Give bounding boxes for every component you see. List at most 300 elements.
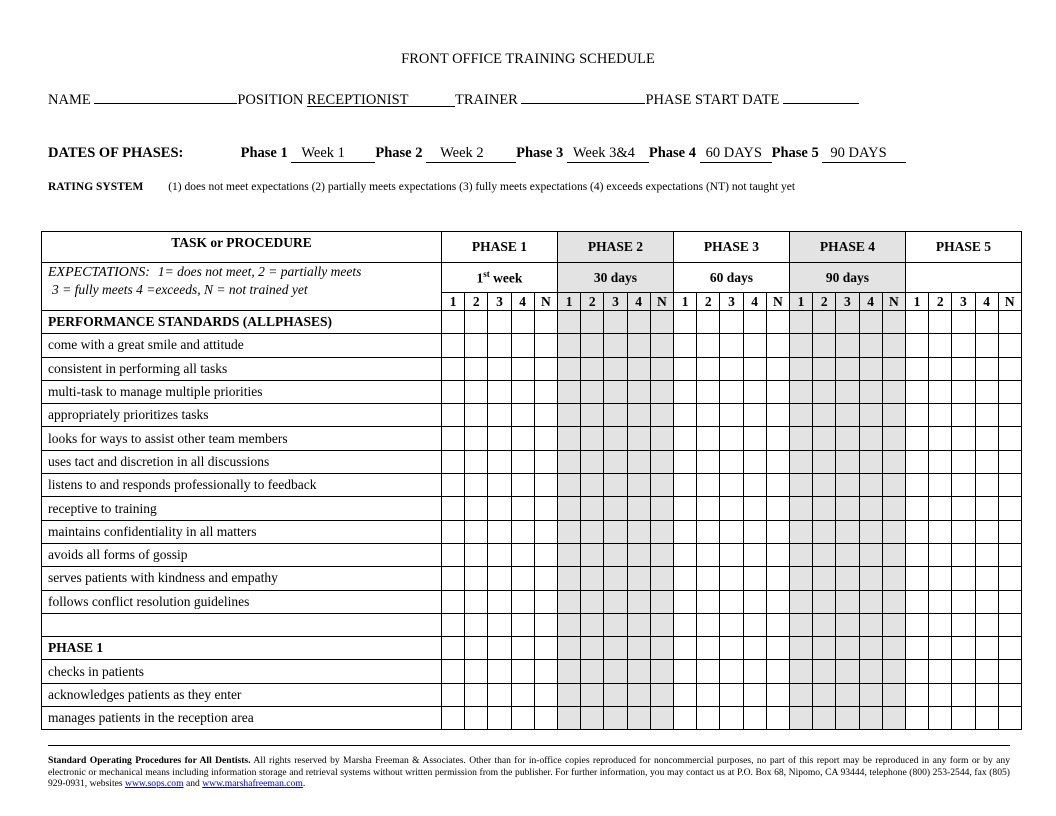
rating-cell[interactable] xyxy=(465,590,488,613)
rating-cell[interactable] xyxy=(929,311,952,334)
rating-cell[interactable] xyxy=(789,427,812,450)
rating-cell[interactable] xyxy=(859,474,882,497)
rating-cell[interactable] xyxy=(929,404,952,427)
rating-cell[interactable] xyxy=(882,380,905,403)
rating-cell[interactable] xyxy=(720,404,743,427)
rating-cell[interactable] xyxy=(581,380,604,403)
rating-cell[interactable] xyxy=(557,497,580,520)
rating-cell[interactable] xyxy=(905,707,928,730)
rating-cell[interactable] xyxy=(581,311,604,334)
rating-cell[interactable] xyxy=(673,450,696,473)
rating-cell[interactable] xyxy=(743,520,766,543)
rating-cell[interactable] xyxy=(720,357,743,380)
rating-cell[interactable] xyxy=(836,427,859,450)
rating-cell[interactable] xyxy=(929,637,952,660)
rating-cell[interactable] xyxy=(998,543,1021,566)
rating-cell[interactable] xyxy=(929,520,952,543)
rating-cell[interactable] xyxy=(581,707,604,730)
rating-cell[interactable] xyxy=(905,334,928,357)
rating-cell[interactable] xyxy=(673,380,696,403)
rating-cell[interactable] xyxy=(557,637,580,660)
rating-cell[interactable] xyxy=(882,311,905,334)
rating-cell[interactable] xyxy=(859,520,882,543)
rating-cell[interactable] xyxy=(720,683,743,706)
rating-cell[interactable] xyxy=(534,450,557,473)
rating-cell[interactable] xyxy=(720,567,743,590)
rating-cell[interactable] xyxy=(581,474,604,497)
rating-cell[interactable] xyxy=(604,613,627,636)
rating-cell[interactable] xyxy=(929,543,952,566)
rating-cell[interactable] xyxy=(975,311,998,334)
rating-cell[interactable] xyxy=(557,543,580,566)
rating-cell[interactable] xyxy=(465,497,488,520)
rating-cell[interactable] xyxy=(952,357,975,380)
rating-cell[interactable] xyxy=(581,357,604,380)
rating-cell[interactable] xyxy=(929,613,952,636)
rating-cell[interactable] xyxy=(511,660,534,683)
rating-cell[interactable] xyxy=(442,660,465,683)
rating-cell[interactable] xyxy=(766,567,789,590)
rating-cell[interactable] xyxy=(882,474,905,497)
rating-cell[interactable] xyxy=(557,613,580,636)
rating-cell[interactable] xyxy=(511,520,534,543)
rating-cell[interactable] xyxy=(905,474,928,497)
rating-cell[interactable] xyxy=(952,450,975,473)
rating-cell[interactable] xyxy=(813,637,836,660)
rating-cell[interactable] xyxy=(673,567,696,590)
rating-cell[interactable] xyxy=(627,637,650,660)
rating-cell[interactable] xyxy=(998,683,1021,706)
rating-cell[interactable] xyxy=(720,311,743,334)
rating-cell[interactable] xyxy=(813,427,836,450)
rating-cell[interactable] xyxy=(998,660,1021,683)
rating-cell[interactable] xyxy=(975,543,998,566)
rating-cell[interactable] xyxy=(604,707,627,730)
rating-cell[interactable] xyxy=(534,567,557,590)
rating-cell[interactable] xyxy=(998,357,1021,380)
rating-cell[interactable] xyxy=(604,380,627,403)
rating-cell[interactable] xyxy=(442,427,465,450)
rating-cell[interactable] xyxy=(836,707,859,730)
rating-cell[interactable] xyxy=(442,357,465,380)
rating-cell[interactable] xyxy=(789,450,812,473)
rating-cell[interactable] xyxy=(882,613,905,636)
rating-cell[interactable] xyxy=(882,660,905,683)
rating-cell[interactable] xyxy=(882,427,905,450)
position-field[interactable] xyxy=(307,92,455,107)
rating-cell[interactable] xyxy=(604,520,627,543)
rating-cell[interactable] xyxy=(673,404,696,427)
rating-cell[interactable] xyxy=(697,404,720,427)
rating-cell[interactable] xyxy=(789,683,812,706)
rating-cell[interactable] xyxy=(743,311,766,334)
rating-cell[interactable] xyxy=(998,613,1021,636)
rating-cell[interactable] xyxy=(929,683,952,706)
rating-cell[interactable] xyxy=(998,404,1021,427)
rating-cell[interactable] xyxy=(743,567,766,590)
rating-cell[interactable] xyxy=(766,520,789,543)
rating-cell[interactable] xyxy=(650,613,673,636)
rating-cell[interactable] xyxy=(859,334,882,357)
rating-cell[interactable] xyxy=(952,520,975,543)
rating-cell[interactable] xyxy=(929,474,952,497)
rating-cell[interactable] xyxy=(766,311,789,334)
rating-cell[interactable] xyxy=(465,404,488,427)
rating-cell[interactable] xyxy=(650,404,673,427)
rating-cell[interactable] xyxy=(604,427,627,450)
rating-cell[interactable] xyxy=(673,613,696,636)
rating-cell[interactable] xyxy=(720,474,743,497)
rating-cell[interactable] xyxy=(673,590,696,613)
rating-cell[interactable] xyxy=(697,637,720,660)
rating-cell[interactable] xyxy=(789,567,812,590)
rating-cell[interactable] xyxy=(998,590,1021,613)
rating-cell[interactable] xyxy=(789,357,812,380)
rating-cell[interactable] xyxy=(766,404,789,427)
rating-cell[interactable] xyxy=(743,707,766,730)
rating-cell[interactable] xyxy=(465,613,488,636)
rating-cell[interactable] xyxy=(743,613,766,636)
rating-cell[interactable] xyxy=(442,590,465,613)
phase1-value[interactable] xyxy=(291,145,375,163)
rating-cell[interactable] xyxy=(604,357,627,380)
trainer-field[interactable] xyxy=(521,89,645,104)
rating-cell[interactable] xyxy=(975,520,998,543)
rating-cell[interactable] xyxy=(743,404,766,427)
rating-cell[interactable] xyxy=(905,660,928,683)
rating-cell[interactable] xyxy=(998,637,1021,660)
rating-cell[interactable] xyxy=(905,590,928,613)
rating-cell[interactable] xyxy=(511,404,534,427)
rating-cell[interactable] xyxy=(998,427,1021,450)
rating-cell[interactable] xyxy=(929,357,952,380)
rating-cell[interactable] xyxy=(743,427,766,450)
rating-cell[interactable] xyxy=(743,683,766,706)
rating-cell[interactable] xyxy=(859,357,882,380)
rating-cell[interactable] xyxy=(465,450,488,473)
rating-cell[interactable] xyxy=(836,450,859,473)
rating-cell[interactable] xyxy=(998,311,1021,334)
rating-cell[interactable] xyxy=(557,404,580,427)
rating-cell[interactable] xyxy=(581,590,604,613)
rating-cell[interactable] xyxy=(859,637,882,660)
rating-cell[interactable] xyxy=(442,613,465,636)
rating-cell[interactable] xyxy=(743,380,766,403)
rating-cell[interactable] xyxy=(557,707,580,730)
rating-cell[interactable] xyxy=(697,474,720,497)
rating-cell[interactable] xyxy=(998,567,1021,590)
sops-link[interactable]: www.sops.com xyxy=(125,778,184,790)
rating-cell[interactable] xyxy=(720,380,743,403)
rating-cell[interactable] xyxy=(813,474,836,497)
rating-cell[interactable] xyxy=(650,520,673,543)
rating-cell[interactable] xyxy=(557,520,580,543)
rating-cell[interactable] xyxy=(442,311,465,334)
rating-cell[interactable] xyxy=(511,311,534,334)
rating-cell[interactable] xyxy=(929,707,952,730)
rating-cell[interactable] xyxy=(743,660,766,683)
rating-cell[interactable] xyxy=(697,311,720,334)
rating-cell[interactable] xyxy=(789,520,812,543)
rating-cell[interactable] xyxy=(697,497,720,520)
rating-cell[interactable] xyxy=(766,613,789,636)
rating-cell[interactable] xyxy=(720,334,743,357)
rating-cell[interactable] xyxy=(836,404,859,427)
rating-cell[interactable] xyxy=(720,707,743,730)
rating-cell[interactable] xyxy=(557,427,580,450)
rating-cell[interactable] xyxy=(581,334,604,357)
rating-cell[interactable] xyxy=(627,427,650,450)
rating-cell[interactable] xyxy=(488,660,511,683)
rating-cell[interactable] xyxy=(766,357,789,380)
rating-cell[interactable] xyxy=(859,427,882,450)
rating-cell[interactable] xyxy=(836,520,859,543)
rating-cell[interactable] xyxy=(998,380,1021,403)
rating-cell[interactable] xyxy=(534,660,557,683)
rating-cell[interactable] xyxy=(905,543,928,566)
phase3-value[interactable] xyxy=(567,145,649,163)
rating-cell[interactable] xyxy=(882,543,905,566)
rating-cell[interactable] xyxy=(465,334,488,357)
rating-cell[interactable] xyxy=(650,380,673,403)
rating-cell[interactable] xyxy=(975,334,998,357)
rating-cell[interactable] xyxy=(465,311,488,334)
rating-cell[interactable] xyxy=(511,683,534,706)
rating-cell[interactable] xyxy=(975,450,998,473)
rating-cell[interactable] xyxy=(534,637,557,660)
rating-cell[interactable] xyxy=(882,357,905,380)
rating-cell[interactable] xyxy=(697,660,720,683)
rating-cell[interactable] xyxy=(557,567,580,590)
rating-cell[interactable] xyxy=(859,543,882,566)
rating-cell[interactable] xyxy=(604,683,627,706)
rating-cell[interactable] xyxy=(534,543,557,566)
rating-cell[interactable] xyxy=(882,637,905,660)
rating-cell[interactable] xyxy=(743,497,766,520)
rating-cell[interactable] xyxy=(882,520,905,543)
rating-cell[interactable] xyxy=(465,707,488,730)
rating-cell[interactable] xyxy=(882,567,905,590)
rating-cell[interactable] xyxy=(557,450,580,473)
rating-cell[interactable] xyxy=(813,520,836,543)
rating-cell[interactable] xyxy=(627,450,650,473)
rating-cell[interactable] xyxy=(720,543,743,566)
rating-cell[interactable] xyxy=(627,567,650,590)
rating-cell[interactable] xyxy=(511,613,534,636)
rating-cell[interactable] xyxy=(581,497,604,520)
rating-cell[interactable] xyxy=(650,357,673,380)
rating-cell[interactable] xyxy=(743,474,766,497)
rating-cell[interactable] xyxy=(581,683,604,706)
rating-cell[interactable] xyxy=(488,590,511,613)
rating-cell[interactable] xyxy=(952,637,975,660)
rating-cell[interactable] xyxy=(488,543,511,566)
rating-cell[interactable] xyxy=(813,590,836,613)
rating-cell[interactable] xyxy=(442,380,465,403)
rating-cell[interactable] xyxy=(673,637,696,660)
rating-cell[interactable] xyxy=(604,637,627,660)
rating-cell[interactable] xyxy=(581,637,604,660)
rating-cell[interactable] xyxy=(975,590,998,613)
rating-cell[interactable] xyxy=(650,707,673,730)
rating-cell[interactable] xyxy=(697,520,720,543)
rating-cell[interactable] xyxy=(465,543,488,566)
rating-cell[interactable] xyxy=(836,334,859,357)
rating-cell[interactable] xyxy=(952,567,975,590)
rating-cell[interactable] xyxy=(998,334,1021,357)
rating-cell[interactable] xyxy=(465,660,488,683)
rating-cell[interactable] xyxy=(650,543,673,566)
rating-cell[interactable] xyxy=(465,427,488,450)
rating-cell[interactable] xyxy=(998,520,1021,543)
rating-cell[interactable] xyxy=(905,380,928,403)
rating-cell[interactable] xyxy=(604,543,627,566)
rating-cell[interactable] xyxy=(813,567,836,590)
rating-cell[interactable] xyxy=(882,707,905,730)
rating-cell[interactable] xyxy=(488,404,511,427)
rating-cell[interactable] xyxy=(720,427,743,450)
phase-start-field[interactable] xyxy=(783,89,859,104)
rating-cell[interactable] xyxy=(836,311,859,334)
rating-cell[interactable] xyxy=(859,311,882,334)
rating-cell[interactable] xyxy=(511,334,534,357)
rating-cell[interactable] xyxy=(975,427,998,450)
rating-cell[interactable] xyxy=(673,427,696,450)
rating-cell[interactable] xyxy=(650,427,673,450)
rating-cell[interactable] xyxy=(442,707,465,730)
rating-cell[interactable] xyxy=(442,567,465,590)
rating-cell[interactable] xyxy=(627,590,650,613)
rating-cell[interactable] xyxy=(534,683,557,706)
rating-cell[interactable] xyxy=(813,497,836,520)
rating-cell[interactable] xyxy=(720,520,743,543)
rating-cell[interactable] xyxy=(697,613,720,636)
rating-cell[interactable] xyxy=(743,590,766,613)
rating-cell[interactable] xyxy=(627,683,650,706)
rating-cell[interactable] xyxy=(836,543,859,566)
rating-cell[interactable] xyxy=(604,474,627,497)
rating-cell[interactable] xyxy=(859,404,882,427)
rating-cell[interactable] xyxy=(627,404,650,427)
rating-cell[interactable] xyxy=(697,590,720,613)
rating-cell[interactable] xyxy=(627,311,650,334)
rating-cell[interactable] xyxy=(604,660,627,683)
rating-cell[interactable] xyxy=(465,683,488,706)
rating-cell[interactable] xyxy=(998,707,1021,730)
rating-cell[interactable] xyxy=(604,590,627,613)
rating-cell[interactable] xyxy=(465,520,488,543)
rating-cell[interactable] xyxy=(813,404,836,427)
rating-cell[interactable] xyxy=(488,450,511,473)
rating-cell[interactable] xyxy=(766,450,789,473)
rating-cell[interactable] xyxy=(975,683,998,706)
rating-cell[interactable] xyxy=(882,590,905,613)
rating-cell[interactable] xyxy=(697,707,720,730)
rating-cell[interactable] xyxy=(697,380,720,403)
rating-cell[interactable] xyxy=(975,613,998,636)
rating-cell[interactable] xyxy=(813,613,836,636)
rating-cell[interactable] xyxy=(465,567,488,590)
rating-cell[interactable] xyxy=(998,474,1021,497)
rating-cell[interactable] xyxy=(488,567,511,590)
rating-cell[interactable] xyxy=(975,474,998,497)
rating-cell[interactable] xyxy=(905,567,928,590)
rating-cell[interactable] xyxy=(789,660,812,683)
rating-cell[interactable] xyxy=(789,543,812,566)
rating-cell[interactable] xyxy=(766,497,789,520)
rating-cell[interactable] xyxy=(859,380,882,403)
rating-cell[interactable] xyxy=(952,427,975,450)
rating-cell[interactable] xyxy=(604,311,627,334)
rating-cell[interactable] xyxy=(627,474,650,497)
rating-cell[interactable] xyxy=(836,567,859,590)
phase4-value[interactable] xyxy=(700,145,772,163)
rating-cell[interactable] xyxy=(534,520,557,543)
rating-cell[interactable] xyxy=(859,497,882,520)
rating-cell[interactable] xyxy=(813,380,836,403)
rating-cell[interactable] xyxy=(511,707,534,730)
rating-cell[interactable] xyxy=(650,334,673,357)
rating-cell[interactable] xyxy=(929,660,952,683)
rating-cell[interactable] xyxy=(859,660,882,683)
rating-cell[interactable] xyxy=(581,613,604,636)
rating-cell[interactable] xyxy=(442,474,465,497)
rating-cell[interactable] xyxy=(813,683,836,706)
rating-cell[interactable] xyxy=(627,334,650,357)
rating-cell[interactable] xyxy=(557,357,580,380)
rating-cell[interactable] xyxy=(465,357,488,380)
rating-cell[interactable] xyxy=(488,497,511,520)
rating-cell[interactable] xyxy=(975,637,998,660)
rating-cell[interactable] xyxy=(557,683,580,706)
rating-cell[interactable] xyxy=(952,474,975,497)
rating-cell[interactable] xyxy=(488,707,511,730)
rating-cell[interactable] xyxy=(697,450,720,473)
rating-cell[interactable] xyxy=(952,497,975,520)
rating-cell[interactable] xyxy=(581,543,604,566)
rating-cell[interactable] xyxy=(604,404,627,427)
rating-cell[interactable] xyxy=(673,474,696,497)
rating-cell[interactable] xyxy=(975,567,998,590)
rating-cell[interactable] xyxy=(488,474,511,497)
phase5-value[interactable] xyxy=(822,145,906,163)
rating-cell[interactable] xyxy=(697,357,720,380)
rating-cell[interactable] xyxy=(882,683,905,706)
rating-cell[interactable] xyxy=(952,613,975,636)
rating-cell[interactable] xyxy=(557,334,580,357)
rating-cell[interactable] xyxy=(627,613,650,636)
rating-cell[interactable] xyxy=(998,450,1021,473)
rating-cell[interactable] xyxy=(673,311,696,334)
rating-cell[interactable] xyxy=(905,427,928,450)
rating-cell[interactable] xyxy=(534,357,557,380)
rating-cell[interactable] xyxy=(673,660,696,683)
rating-cell[interactable] xyxy=(673,707,696,730)
rating-cell[interactable] xyxy=(766,637,789,660)
rating-cell[interactable] xyxy=(604,567,627,590)
rating-cell[interactable] xyxy=(650,450,673,473)
rating-cell[interactable] xyxy=(952,311,975,334)
rating-cell[interactable] xyxy=(743,357,766,380)
rating-cell[interactable] xyxy=(673,543,696,566)
rating-cell[interactable] xyxy=(673,520,696,543)
rating-cell[interactable] xyxy=(557,311,580,334)
rating-cell[interactable] xyxy=(581,427,604,450)
rating-cell[interactable] xyxy=(442,497,465,520)
rating-cell[interactable] xyxy=(952,707,975,730)
rating-cell[interactable] xyxy=(859,707,882,730)
rating-cell[interactable] xyxy=(442,543,465,566)
